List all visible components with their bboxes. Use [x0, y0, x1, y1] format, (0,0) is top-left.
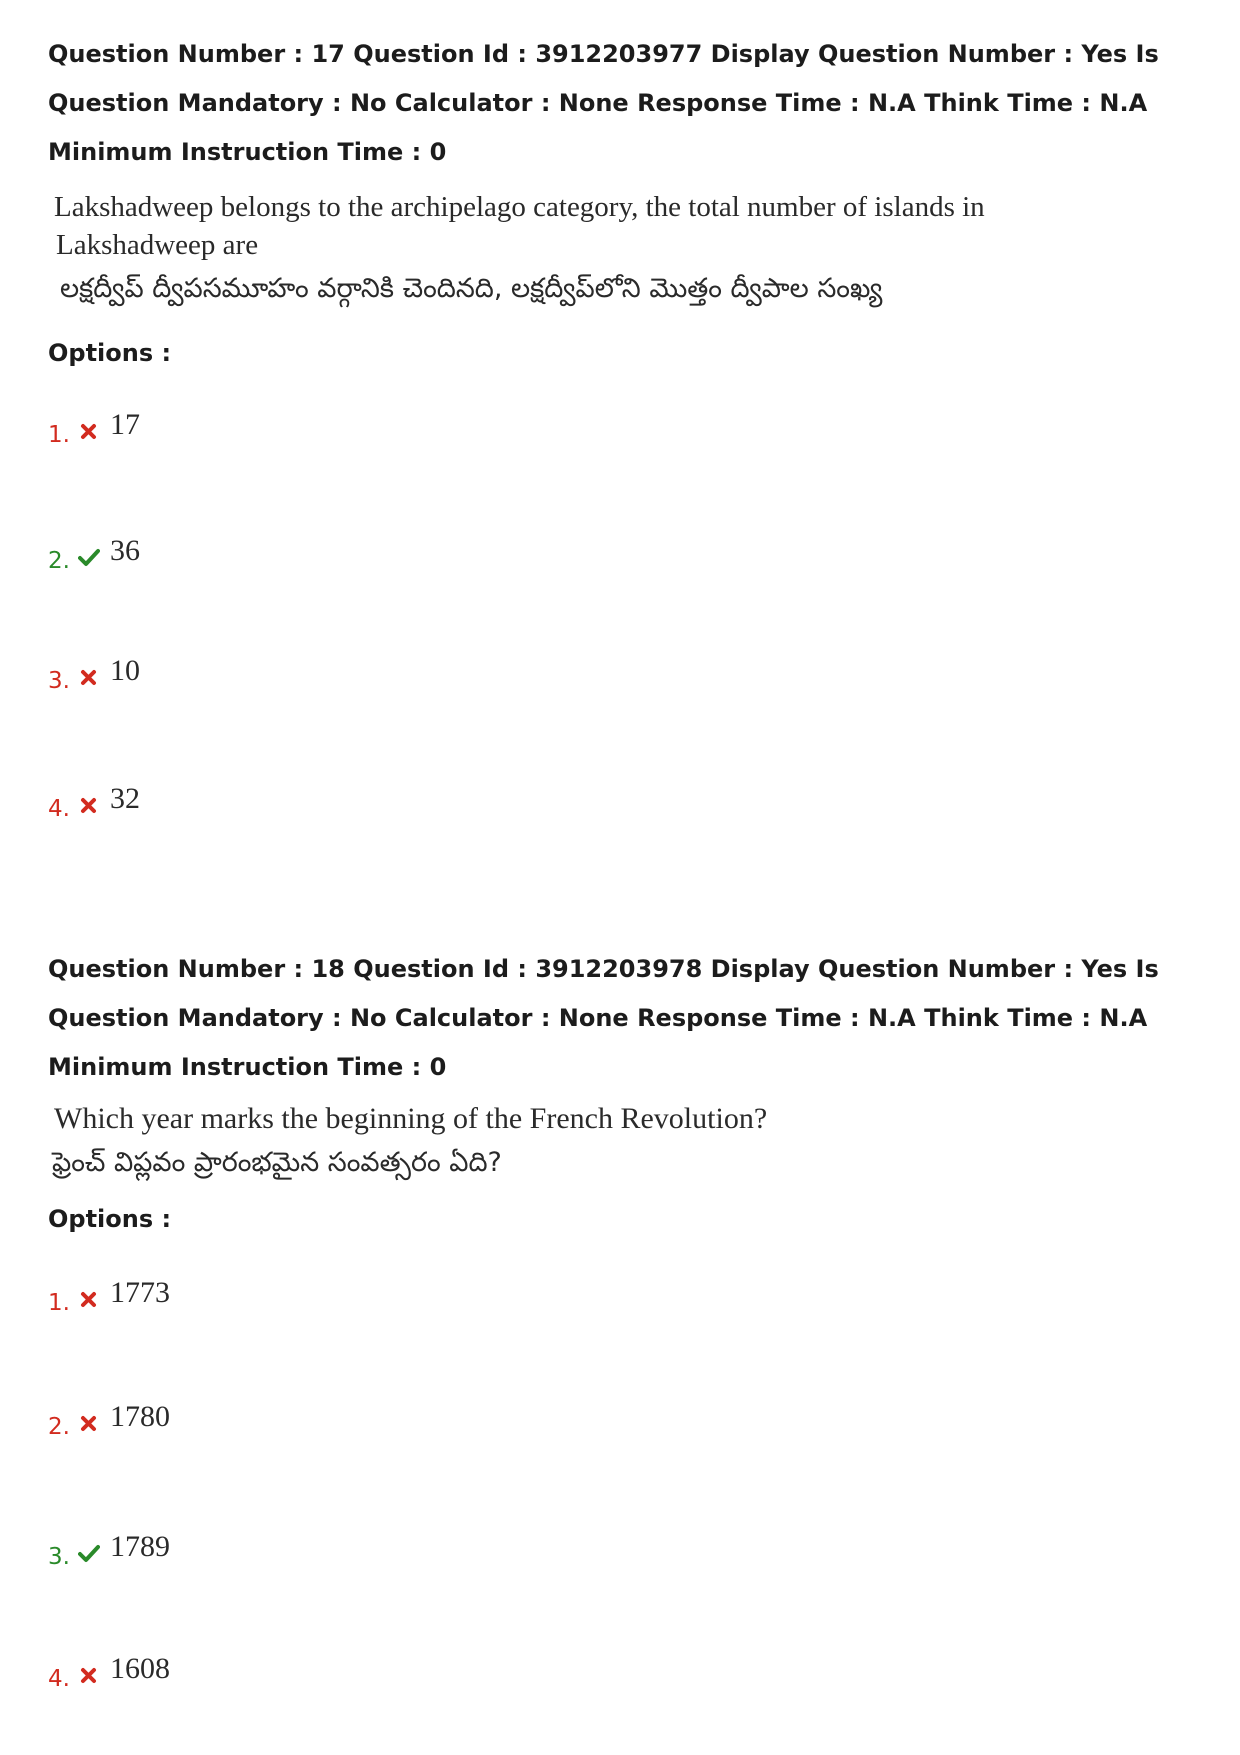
option-number: 4.	[48, 1666, 70, 1692]
options-label: Options :	[48, 1205, 172, 1233]
cross-icon	[78, 794, 100, 816]
options-label: Options :	[48, 339, 172, 367]
option-number: 3.	[48, 668, 70, 694]
question-text-en: Which year marks the beginning of the French Revolution?	[54, 1102, 768, 1135]
question-17-text	[48, 188, 1208, 308]
option-number: 4.	[48, 796, 70, 822]
cross-icon	[78, 1412, 100, 1434]
option-value: 17	[110, 408, 140, 441]
option-value: 36	[110, 534, 140, 567]
question-text-te: లక్షద్వీప్ ద్వీపసమూహం వర్గానికి చెందినది, లక్షద్వీప్‌లోని మొత్తం ద్వీపాల సంఖ్య	[60, 273, 883, 304]
question-text-en: Lakshadweep belongs to the archipelago category, the total number of islands in	[54, 191, 985, 223]
cross-icon	[78, 1664, 100, 1686]
option-number: 1.	[48, 1290, 70, 1316]
option-number: 2.	[48, 1414, 70, 1440]
question-17	[48, 30, 1208, 177]
cross-icon	[78, 1288, 100, 1310]
option-value: 1608	[110, 1652, 170, 1685]
cross-icon	[78, 666, 100, 688]
option-number: 1.	[48, 422, 70, 448]
question-text-en: Lakshadweep are	[56, 229, 259, 261]
option-value: 10	[110, 654, 140, 687]
option-value: 1773	[110, 1276, 170, 1309]
check-icon	[78, 546, 100, 568]
option-number: 3.	[48, 1544, 70, 1570]
question-18	[48, 945, 1208, 1092]
question-meta: Question Number : 18 Question Id : 3912203978 Display Question Number : Yes Is Question Mandatory : No Calculator : None Response Time : N.A Think Time : N.A Minimum Instruction Time : 0	[48, 955, 1159, 1081]
question-text-te: ఫ్రెంచ్ విప్లవం ప్రారంభమైన సంవత్సరం ఏది?	[52, 1147, 502, 1178]
check-icon	[78, 1542, 100, 1564]
option-number: 2.	[48, 548, 70, 574]
question-meta: Question Number : 17 Question Id : 3912203977 Display Question Number : Yes Is Question Mandatory : No Calculator : None Response Time : N.A Think Time : N.A Minimum Instruction Time : 0	[48, 40, 1159, 166]
option-value: 1780	[110, 1400, 170, 1433]
cross-icon	[78, 420, 100, 442]
question-18-text	[48, 1100, 1208, 1182]
option-value: 1789	[110, 1530, 170, 1563]
option-value: 32	[110, 782, 140, 815]
